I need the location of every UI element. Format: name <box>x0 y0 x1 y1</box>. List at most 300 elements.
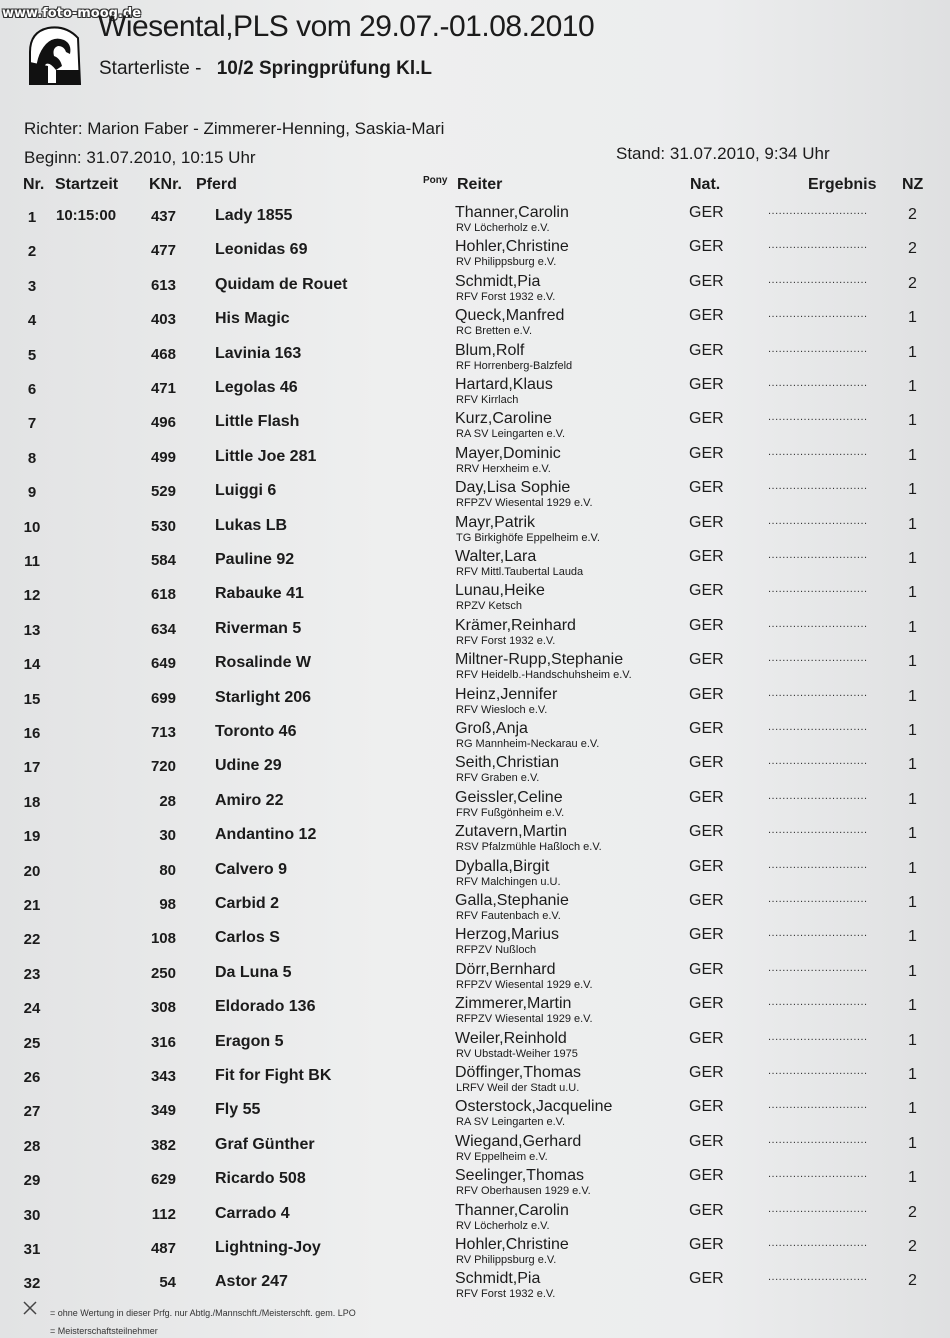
row-knr: 487 <box>150 1240 176 1257</box>
row-result-placeholder: ............................ <box>768 686 868 699</box>
row-number: 26 <box>23 1069 41 1086</box>
row-club: RV Ubstadt-Weiher 1975 <box>456 1047 578 1060</box>
row-number: 12 <box>23 587 41 605</box>
row-nation: GER <box>689 444 724 462</box>
table-row <box>0 1237 950 1271</box>
row-knr: 477 <box>150 242 176 260</box>
row-nz: 1 <box>908 653 917 671</box>
row-horse: Carbid 2 <box>215 895 280 912</box>
row-nz: 1 <box>908 1134 917 1152</box>
row-number: 31 <box>23 1241 41 1258</box>
row-rider: Thanner,Carolin <box>455 1201 569 1219</box>
row-nation: GER <box>689 548 724 565</box>
row-nation: GER <box>689 376 724 393</box>
row-knr: 496 <box>150 414 176 432</box>
row-club: RFV Kirrlach <box>456 394 519 406</box>
row-number: 25 <box>23 1034 41 1052</box>
row-nz: 1 <box>908 481 917 499</box>
table-row <box>0 1065 950 1099</box>
table-row <box>0 893 950 927</box>
row-nz: 1 <box>908 412 917 430</box>
watermark: www.foto-moog.de <box>2 6 142 21</box>
row-knr: 98 <box>159 896 176 913</box>
start-time-line: Beginn: 31.07.2010, 10:15 Uhr <box>24 148 256 167</box>
table-row <box>0 1134 950 1168</box>
row-nation: GER <box>689 754 724 772</box>
row-horse: Graf Günther <box>215 1135 315 1153</box>
row-club: RV Löcherholz e.V. <box>456 222 550 234</box>
table-row <box>0 962 950 996</box>
row-nation: GER <box>689 307 724 325</box>
row-horse: Quidam de Rouet <box>215 275 348 293</box>
row-horse: His Magic <box>215 310 290 328</box>
row-nation: GER <box>689 1098 724 1116</box>
row-result-placeholder: ............................ <box>768 1099 868 1112</box>
subtitle-prefix: Starterliste - <box>99 58 202 79</box>
row-nz: 1 <box>908 790 917 808</box>
row-nz: 1 <box>908 618 917 636</box>
table-row <box>0 859 950 893</box>
table-row <box>0 583 950 617</box>
row-number: 23 <box>23 965 41 983</box>
row-nation: GER <box>689 616 724 634</box>
row-nation: GER <box>689 960 724 978</box>
row-rider: Zutavern,Martin <box>455 823 568 841</box>
row-rider: Day,Lisa Sophie <box>455 479 571 497</box>
row-nation: GER <box>689 1064 724 1081</box>
row-nation: GER <box>689 685 724 703</box>
row-club: RFV Oberhausen 1929 e.V. <box>456 1185 591 1198</box>
table-row <box>0 1168 950 1202</box>
row-knr: 720 <box>150 758 176 776</box>
row-number: 29 <box>23 1172 41 1190</box>
row-club: RV Philippsburg e.V. <box>456 1254 557 1266</box>
row-rider: Heinz,Jennifer <box>455 685 558 703</box>
row-number: 9 <box>27 484 37 502</box>
row-horse: Pauline 92 <box>215 551 295 568</box>
row-rider: Blum,Rolf <box>455 341 525 359</box>
row-result-placeholder: ............................ <box>768 411 868 424</box>
table-row <box>0 687 950 721</box>
row-horse: Carlos S <box>215 929 280 947</box>
row-knr: 499 <box>150 448 176 466</box>
row-horse: Lavinia 163 <box>215 344 302 362</box>
col-header-knr: KNr. <box>149 176 182 193</box>
row-number: 21 <box>23 897 41 914</box>
row-knr: 530 <box>150 517 176 535</box>
fn-horse-logo-icon <box>26 26 82 86</box>
row-number: 20 <box>23 862 41 880</box>
row-club: RG Mannheim-Neckarau e.V. <box>456 738 600 750</box>
row-nz: 1 <box>908 309 917 327</box>
row-rider: Döffinger,Thomas <box>455 1064 581 1081</box>
table-row <box>0 274 950 308</box>
row-horse: Leonidas 69 <box>215 241 308 259</box>
row-rider: Galla,Stephanie <box>455 892 569 909</box>
row-knr: 30 <box>159 827 176 845</box>
page-subtitle <box>99 58 432 80</box>
row-result-placeholder: ............................ <box>768 721 868 733</box>
row-nation: GER <box>689 479 724 497</box>
row-knr: 308 <box>150 999 176 1017</box>
table-row <box>0 377 950 411</box>
row-rider: Osterstock,Jacqueline <box>455 1098 613 1116</box>
row-club: RFV Mittl.Taubertal Lauda <box>456 566 584 578</box>
row-nz: 1 <box>908 584 917 602</box>
row-result-placeholder: ............................ <box>768 1271 868 1284</box>
row-rider: Dörr,Bernhard <box>455 960 556 978</box>
row-nz: 1 <box>908 722 917 739</box>
row-horse: Rosalinde W <box>215 654 312 672</box>
row-number: 16 <box>23 725 41 742</box>
row-number: 14 <box>23 656 41 674</box>
table-row <box>0 824 950 858</box>
row-knr: 634 <box>150 620 176 638</box>
row-horse: Eragon 5 <box>215 1032 284 1050</box>
row-knr: 28 <box>159 792 176 810</box>
table-row <box>0 1271 950 1305</box>
row-nz: 2 <box>908 274 917 292</box>
row-result-placeholder: ............................ <box>768 1133 868 1146</box>
row-rider: Walter,Lara <box>455 548 537 565</box>
col-header-ergebnis: Ergebnis <box>808 176 877 193</box>
row-number: 13 <box>23 621 41 639</box>
table-row <box>0 480 950 514</box>
row-nation: GER <box>689 892 724 909</box>
row-rider: Lunau,Heike <box>455 582 545 600</box>
table-row <box>0 515 950 549</box>
row-rider: Hohler,Christine <box>455 238 569 256</box>
row-nz: 1 <box>908 687 917 705</box>
status-date-line: Stand: 31.07.2010, 9:34 Uhr <box>616 144 830 163</box>
row-knr: 699 <box>150 689 176 707</box>
row-nz: 1 <box>908 1066 917 1083</box>
row-club: RFV Wiesloch e.V. <box>456 703 548 716</box>
row-rider: Krämer,Reinhard <box>455 616 576 634</box>
row-club: RFPZV Nußloch <box>456 944 537 957</box>
row-number: 18 <box>23 793 41 811</box>
row-nation: GER <box>689 926 724 944</box>
row-knr: 437 <box>150 208 176 225</box>
row-club: RFV Graben e.V. <box>456 772 540 785</box>
row-nation: GER <box>689 204 724 221</box>
row-knr: 529 <box>150 483 176 501</box>
row-result-placeholder: ............................ <box>768 583 868 596</box>
row-knr: 54 <box>159 1274 176 1292</box>
row-horse: Legolas 46 <box>215 379 298 396</box>
cross-symbol-icon <box>22 1300 38 1316</box>
row-knr: 316 <box>150 1033 176 1051</box>
row-nz: 2 <box>908 1203 917 1221</box>
row-nation: GER <box>689 513 724 531</box>
row-knr: 471 <box>150 380 176 397</box>
row-rider: Seith,Christian <box>455 754 560 772</box>
row-nz: 1 <box>908 378 917 395</box>
row-rider: Weiler,Reinhold <box>455 1029 567 1047</box>
row-horse: Amiro 22 <box>215 791 284 809</box>
row-result-placeholder: ............................ <box>768 652 868 665</box>
table-row <box>0 1203 950 1237</box>
row-number: 8 <box>27 449 37 467</box>
row-result-placeholder: ............................ <box>768 1030 868 1043</box>
row-number: 10 <box>23 518 41 536</box>
table-row <box>0 1099 950 1133</box>
table-row <box>0 205 950 239</box>
table-row <box>0 721 950 755</box>
row-club: RFV Forst 1932 e.V. <box>456 1288 556 1301</box>
row-horse: Lukas LB <box>215 516 288 534</box>
row-knr: 713 <box>150 724 176 741</box>
table-row <box>0 652 950 686</box>
row-nz: 1 <box>908 1100 917 1118</box>
row-number: 28 <box>23 1137 41 1155</box>
row-horse: Starlight 206 <box>215 688 312 706</box>
row-knr: 250 <box>150 964 176 982</box>
table-row <box>0 239 950 273</box>
row-nation: GER <box>689 341 724 359</box>
row-nation: GER <box>689 720 724 737</box>
row-result-placeholder: ............................ <box>768 549 868 561</box>
row-club: RFPZV Wiesental 1929 e.V. <box>456 1013 593 1026</box>
table-row <box>0 755 950 789</box>
col-header-nr: Nr. <box>23 176 45 193</box>
row-number: 22 <box>23 931 41 949</box>
table-row <box>0 549 950 583</box>
table-row <box>0 996 950 1030</box>
row-number: 1 <box>27 209 37 226</box>
footnote-ohne-wertung: = ohne Wertung in dieser Prfg. nur Abtlg./Mannschft./Meisterschft. gem. LPO <box>50 1308 356 1318</box>
row-knr: 112 <box>151 1205 176 1223</box>
row-rider: Kurz,Caroline <box>455 410 552 428</box>
row-rider: Queck,Manfred <box>455 307 565 325</box>
row-horse: Eldorado 136 <box>215 998 316 1016</box>
row-rider: Herzog,Marius <box>455 926 560 944</box>
row-horse: Astor 247 <box>215 1273 288 1291</box>
row-horse: Calvero 9 <box>215 860 288 878</box>
row-result-placeholder: ............................ <box>768 342 868 355</box>
row-result-placeholder: ............................ <box>768 239 868 252</box>
row-nz: 1 <box>908 515 917 533</box>
col-header-nz: NZ <box>902 176 924 193</box>
row-nz: 2 <box>908 1238 917 1255</box>
col-header-pferd: Pferd <box>196 176 237 193</box>
row-result-placeholder: ............................ <box>768 514 868 527</box>
row-nz: 1 <box>908 962 917 980</box>
row-rider: Schmidt,Pia <box>455 272 541 290</box>
row-result-placeholder: ............................ <box>768 755 868 768</box>
row-rider: Groß,Anja <box>455 720 528 737</box>
row-knr: 649 <box>150 655 176 673</box>
row-nation: GER <box>689 1236 724 1253</box>
row-rider: Zimmerer,Martin <box>455 995 572 1013</box>
row-nation: GER <box>689 410 724 428</box>
row-club: RFPZV Wiesental 1929 e.V. <box>456 978 593 991</box>
row-nation: GER <box>689 995 724 1013</box>
row-horse: Fly 55 <box>215 1101 261 1119</box>
row-nz: 1 <box>908 446 917 464</box>
row-club: RA SV Leingarten e.V. <box>456 428 566 441</box>
row-result-placeholder: ............................ <box>768 308 868 321</box>
row-knr: 468 <box>150 345 176 363</box>
row-nz: 1 <box>908 1031 917 1049</box>
row-club: RFV Forst 1932 e.V. <box>456 634 556 647</box>
row-result-placeholder: ............................ <box>768 824 868 837</box>
row-rider: Geissler,Celine <box>455 788 563 806</box>
row-club: RA SV Leingarten e.V. <box>456 1116 566 1129</box>
row-club: RFV Forst 1932 e.V. <box>456 290 556 303</box>
row-rider: Hartard,Klaus <box>455 376 553 393</box>
row-number: 7 <box>27 415 37 433</box>
row-club: RFPZV Wiesental 1929 e.V. <box>456 497 593 510</box>
row-horse: Little Joe 281 <box>215 447 317 465</box>
table-row <box>0 790 950 824</box>
row-number: 5 <box>27 346 37 364</box>
row-knr: 349 <box>150 1102 176 1120</box>
row-club: RV Philippsburg e.V. <box>456 256 557 269</box>
row-result-placeholder: ............................ <box>768 996 868 1009</box>
row-rider: Mayr,Patrik <box>455 513 536 531</box>
row-rider: Mayer,Dominic <box>455 444 561 462</box>
table-row <box>0 1031 950 1065</box>
row-club: RC Bretten e.V. <box>456 325 533 338</box>
row-nation: GER <box>689 857 724 875</box>
row-result-placeholder: ............................ <box>768 858 868 871</box>
row-nation: GER <box>689 1270 724 1288</box>
row-rider: Seelinger,Thomas <box>455 1167 584 1185</box>
row-result-placeholder: ............................ <box>768 377 868 389</box>
row-result-placeholder: ............................ <box>768 273 868 286</box>
row-horse: Da Luna 5 <box>215 963 292 981</box>
row-nation: GER <box>689 1029 724 1047</box>
row-result-placeholder: ............................ <box>768 617 868 630</box>
row-rider: Schmidt,Pia <box>455 1270 541 1288</box>
row-nz: 1 <box>908 550 917 567</box>
row-rider: Thanner,Carolin <box>455 204 569 221</box>
table-row <box>0 927 950 961</box>
page-title: Wiesental,PLS vom 29.07.-01.08.2010 <box>98 10 595 43</box>
row-nz: 2 <box>908 1272 917 1290</box>
col-header-reiter: Reiter <box>457 176 503 193</box>
row-result-placeholder: ............................ <box>768 480 868 493</box>
row-nation: GER <box>689 272 724 290</box>
row-knr: 629 <box>150 1171 176 1189</box>
row-horse: Lightning-Joy <box>215 1239 321 1256</box>
row-horse: Andantino 12 <box>215 826 317 844</box>
table-row <box>0 446 950 480</box>
row-club: RSV Pfalzmühle Haßloch e.V. <box>456 841 602 854</box>
row-knr: 108 <box>150 930 176 948</box>
row-result-placeholder: ............................ <box>768 789 868 802</box>
row-club: RF Horrenberg-Balzfeld <box>456 359 573 372</box>
row-number: 17 <box>23 759 41 777</box>
row-horse: Rabauke 41 <box>215 585 304 603</box>
row-nz: 1 <box>908 997 917 1015</box>
row-rider: Wiegand,Gerhard <box>455 1132 582 1150</box>
col-header-pony: Pony <box>423 175 448 186</box>
row-number: 24 <box>23 1000 41 1018</box>
row-nation: GER <box>689 582 724 600</box>
row-horse: Toronto 46 <box>215 723 297 740</box>
col-header-nat: Nat. <box>690 176 721 193</box>
row-number: 11 <box>24 553 40 570</box>
row-result-placeholder: ............................ <box>768 1202 868 1215</box>
row-result-placeholder: ............................ <box>768 445 868 458</box>
row-club: RV Eppelheim e.V. <box>456 1150 548 1163</box>
row-club: FRV Fußgönheim e.V. <box>456 806 565 819</box>
row-knr: 584 <box>150 552 176 569</box>
row-result-placeholder: ............................ <box>768 1237 868 1249</box>
row-result-placeholder: ............................ <box>768 961 868 974</box>
row-knr: 343 <box>150 1068 176 1085</box>
row-knr: 80 <box>159 861 176 879</box>
row-number: 4 <box>27 312 37 330</box>
row-club: TG Birkighöfe Eppelheim e.V. <box>456 531 600 544</box>
row-nation: GER <box>689 823 724 841</box>
row-rider: Hohler,Christine <box>455 1236 569 1253</box>
row-number: 19 <box>23 828 41 846</box>
col-header-startzeit: Startzeit <box>55 176 119 193</box>
row-nz: 1 <box>908 343 917 361</box>
row-nation: GER <box>689 788 724 806</box>
row-number: 30 <box>23 1206 41 1224</box>
row-result-placeholder: ............................ <box>768 893 868 905</box>
row-horse: Lady 1855 <box>215 207 293 224</box>
table-row <box>0 308 950 342</box>
row-nation: GER <box>689 1167 724 1185</box>
row-number: 32 <box>23 1275 41 1293</box>
row-knr: 382 <box>150 1136 176 1154</box>
row-nz: 1 <box>908 1169 917 1187</box>
row-club: RRV Herxheim e.V. <box>456 462 551 475</box>
row-result-placeholder: ............................ <box>768 1168 868 1181</box>
row-number: 6 <box>27 381 37 398</box>
row-club: RPZV Ketsch <box>456 600 523 613</box>
row-horse: Ricardo 508 <box>215 1170 306 1188</box>
row-knr: 403 <box>150 311 176 329</box>
row-nz: 1 <box>908 825 917 843</box>
table-row <box>0 411 950 445</box>
row-nation: GER <box>689 651 724 669</box>
row-number: 3 <box>27 277 37 295</box>
row-knr: 618 <box>150 586 176 604</box>
row-horse: Carrado 4 <box>215 1204 290 1222</box>
row-number: 27 <box>23 1103 41 1121</box>
row-rider: Dyballa,Birgit <box>455 857 550 875</box>
row-nation: GER <box>689 1132 724 1150</box>
row-result-placeholder: ............................ <box>768 1065 868 1077</box>
row-knr: 613 <box>150 276 176 294</box>
row-horse: Udine 29 <box>215 757 282 775</box>
row-horse: Fit for Fight BK <box>215 1067 332 1084</box>
row-start-time: 10:15:00 <box>56 207 117 224</box>
row-number: 2 <box>27 243 37 261</box>
table-row <box>0 618 950 652</box>
row-result-placeholder: ............................ <box>768 205 868 217</box>
row-nz: 1 <box>908 894 917 911</box>
subtitle-event: 10/2 Springprüfung Kl.L <box>216 58 433 79</box>
table-row <box>0 343 950 377</box>
row-horse: Little Flash <box>215 413 300 431</box>
row-nz: 2 <box>908 206 917 223</box>
row-rider: Miltner-Rupp,Stephanie <box>455 651 624 669</box>
row-club: LRFV Weil der Stadt u.U. <box>456 1082 580 1094</box>
judges-line: Richter: Marion Faber - Zimmerer-Henning, Saskia-Mari <box>24 119 445 138</box>
footnote-meisterschaft: = Meisterschaftsteilnehmer <box>50 1326 158 1336</box>
row-club: RFV Malchingen u.U. <box>456 875 561 888</box>
row-club: RFV Heidelb.-Handschuhsheim e.V. <box>456 669 632 682</box>
row-nz: 2 <box>908 240 917 258</box>
row-nz: 1 <box>908 928 917 946</box>
